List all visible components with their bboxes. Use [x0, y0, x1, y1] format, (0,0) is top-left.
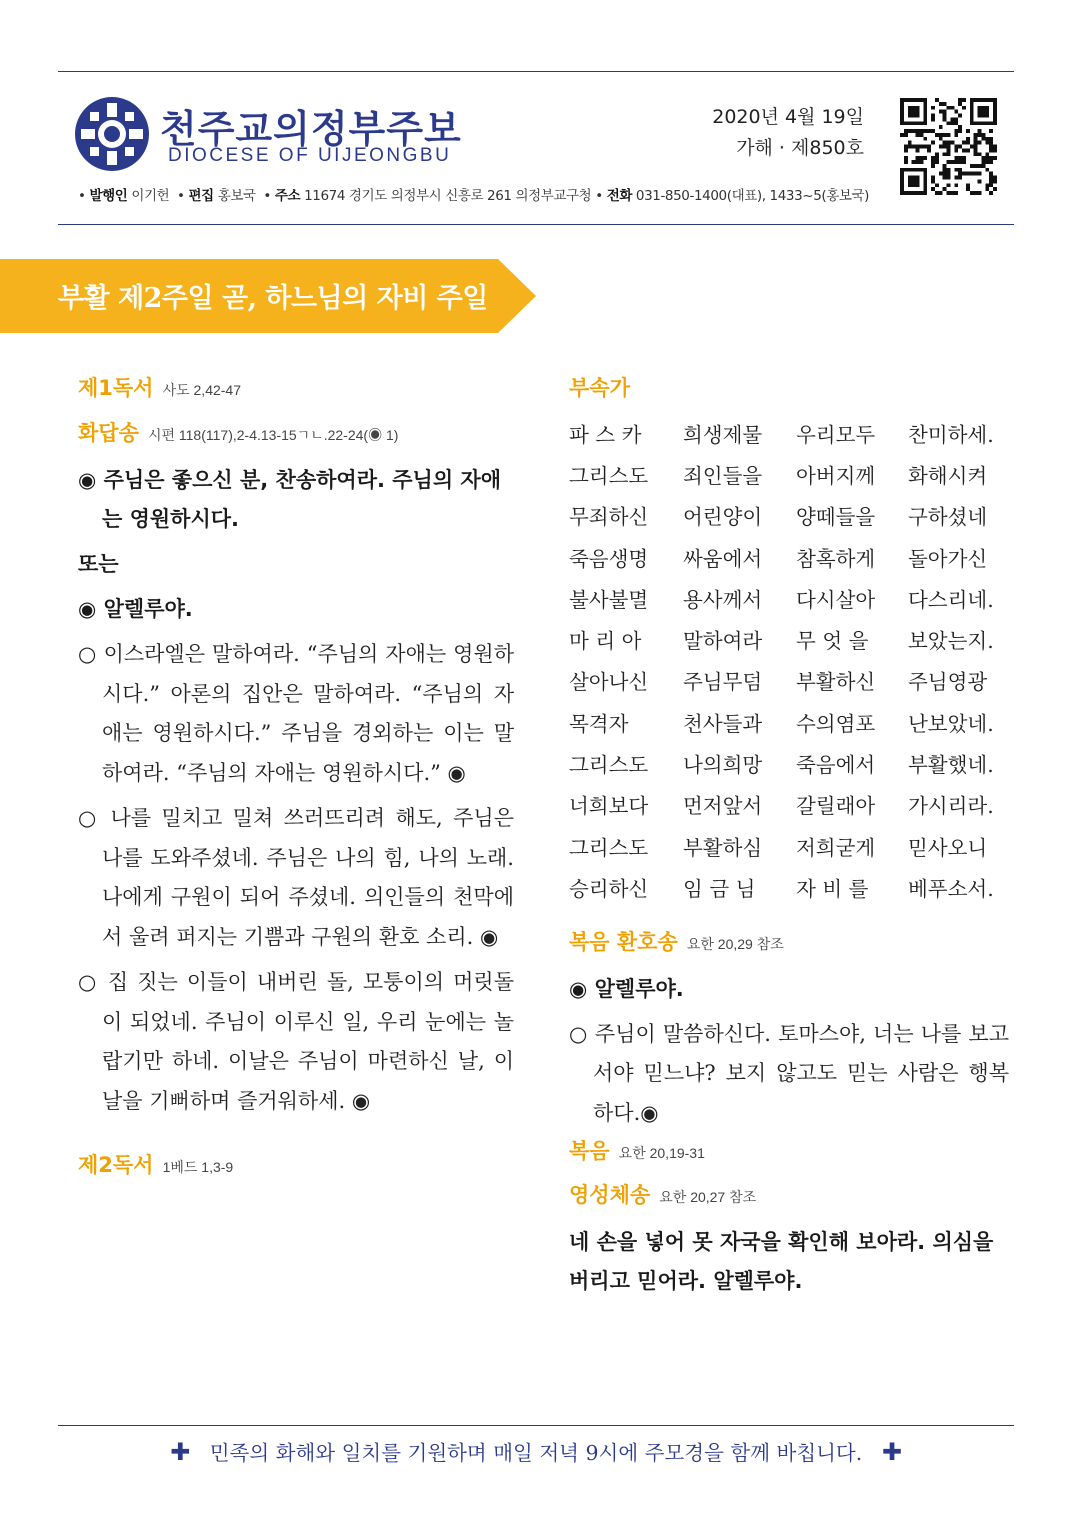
- psalm-verse: ○ 나를 밀치고 밀쳐 쓰러뜨리려 해도, 주님은 나를 도와주셨네. 주님은 나의 힘, 나의 노래. 나에게 구원이 되어 주셨네. 의인들의 천막에서 울려 퍼지는 기쁨과 구원의 환호 소리. ◉: [78, 806, 514, 949]
- sequence-phrase: 화해시켜: [908, 463, 988, 488]
- sequence-phrase: 말하여라: [683, 629, 763, 654]
- communion-ref: 요한 20,27 참조: [659, 1189, 757, 1206]
- sequence-phrase: 죽음생명: [569, 546, 649, 571]
- sequence-phrase: 그리스도: [569, 835, 649, 860]
- info-value: 이기헌: [131, 188, 170, 204]
- sequence-phrase: 보았는지.: [908, 629, 994, 654]
- sequence-phrase: 부활하신: [796, 670, 876, 695]
- sequence-line: [569, 825, 994, 866]
- sequence-phrase: 갈릴래아: [796, 794, 876, 819]
- sequence-line: [569, 453, 994, 494]
- sequence-phrase: 싸움에서: [683, 546, 763, 571]
- sequence-phrase: 양떼들을: [796, 505, 876, 530]
- reading1-title: 제1독서: [78, 376, 154, 400]
- diocese-logo-icon: [74, 96, 150, 172]
- issue-date: 2020년 4월 19일: [712, 106, 864, 128]
- communion-title: 영성체송: [569, 1183, 651, 1208]
- footer-text: 민족의 화해와 일치를 기원하며 매일 저녁 9시에 주모경을 함께 바칩니다.: [209, 1441, 863, 1465]
- sequence-line: [569, 618, 994, 659]
- reading2-ref: 1베드 1,3-9: [162, 1159, 234, 1175]
- qr-code-icon[interactable]: [900, 98, 997, 195]
- sequence-phrase: 살아나신: [569, 670, 649, 695]
- sequence-phrase: 무죄하신: [569, 505, 649, 530]
- cross-icon: ✚: [170, 1438, 191, 1466]
- sequence-phrase: 참혹하게: [796, 546, 876, 571]
- reading2-heading: [78, 1149, 514, 1179]
- info-value: 11674 경기도 의정부시 신흥로 261 의정부교구청: [304, 188, 592, 204]
- sequence-phrase: 죄인들을: [683, 463, 763, 488]
- top-rule: [58, 71, 1014, 72]
- gospel-ref: 요한 20,19-31: [618, 1145, 705, 1162]
- info-label: 발행인: [89, 188, 128, 204]
- sequence-phrase: 다스리네.: [908, 587, 994, 612]
- sequence-phrase: 구하셨네: [908, 505, 988, 530]
- sequence-phrase: 자 비 를: [796, 876, 869, 901]
- sequence-phrase: 다시살아: [796, 587, 876, 612]
- sequence-phrase: 희생제물: [683, 422, 763, 447]
- sequence-phrase: 천사들과: [683, 711, 763, 736]
- sequence-phrase: 수의염포: [796, 711, 876, 736]
- sequence-heading: [569, 372, 1009, 412]
- sequence-phrase: 그리스도: [569, 463, 649, 488]
- sequence-line: [569, 577, 994, 618]
- psalm-title: 화답송: [78, 421, 139, 445]
- cross-icon: ✚: [881, 1438, 902, 1466]
- sequence-phrase: 어린양이: [683, 505, 763, 530]
- communion-text: 네 손을 넣어 못 자국을 확인해 보아라. 의심을 버리고 믿어라. 알렐루야.: [569, 1230, 994, 1294]
- sequence-phrase: 부활했네.: [908, 753, 994, 778]
- acclamation-response: ◉ 알렐루야.: [569, 976, 684, 1001]
- sequence-line: [569, 536, 994, 577]
- brand-title-korean: 천주교의정부주보: [160, 107, 462, 151]
- sequence-phrase: 임 금 님: [683, 876, 756, 901]
- sequence-hymn: [569, 412, 994, 908]
- sequence-phrase: 승리하신: [569, 876, 649, 901]
- sequence-phrase: 아버지께: [796, 463, 876, 488]
- sequence-phrase: 믿사오니: [908, 835, 988, 860]
- sequence-phrase: 부활하심: [683, 835, 763, 860]
- sequence-phrase: 난보았네.: [908, 711, 994, 736]
- sequence-phrase: 저희굳게: [796, 835, 876, 860]
- sequence-phrase: 파 스 카: [569, 422, 642, 447]
- sequence-phrase: 죽음에서: [796, 753, 876, 778]
- sequence-line: [569, 495, 994, 536]
- sequence-line: [569, 784, 994, 825]
- sequence-phrase: 목격자: [569, 711, 629, 736]
- communion-heading: [569, 1179, 1009, 1223]
- reading2-title: 제2독서: [78, 1153, 154, 1177]
- sequence-line: [569, 866, 994, 907]
- info-value: 031-850-1400(대표), 1433~5(홍보국): [635, 188, 870, 204]
- gospel-title: 복음: [569, 1139, 610, 1164]
- sequence-line: [569, 742, 994, 783]
- left-column: [78, 372, 514, 1179]
- sequence-line: [569, 701, 994, 742]
- header-rule: [58, 224, 1014, 225]
- banner-title: 부활 제2주일 곧, 하느님의 자비 주일: [58, 283, 488, 314]
- sequence-phrase: 돌아가신: [908, 546, 988, 571]
- psalm-response-alt: ◉ 알렐루야.: [78, 597, 193, 621]
- issue-number: 가해 · 제850호: [736, 137, 864, 159]
- sequence-phrase: 주님무덤: [683, 670, 763, 695]
- sequence-phrase: 불사불멸: [569, 587, 649, 612]
- footer-rule: [58, 1425, 1014, 1426]
- acclamation-heading: [569, 926, 1009, 966]
- sequence-phrase: 가시리라.: [908, 794, 994, 819]
- sequence-phrase: 먼저앞서: [683, 794, 763, 819]
- psalm-response: ◉ 주님은 좋으신 분, 찬송하여라. 주님의 자애는 영원하시다.: [78, 468, 502, 531]
- reading1-heading: [78, 372, 514, 408]
- sequence-phrase: 용사께서: [683, 587, 763, 612]
- sequence-line: [569, 412, 994, 453]
- sequence-phrase: 찬미하세.: [908, 422, 994, 447]
- psalm-heading: [78, 408, 514, 461]
- psalm-verse: ○ 이스라엘은 말하여라. “주님의 자애는 영원하시다.” 아론의 집안은 말하여라. “주님의 자애는 영원하시다.” 주님을 경외하는 이는 말하여라. “주님의 자애는 영원하시다.” ◉: [78, 642, 514, 785]
- info-label: 주소: [274, 188, 301, 204]
- sequence-phrase: 무 엇 을: [796, 629, 869, 654]
- sequence-phrase: 주님영광: [908, 670, 988, 695]
- sequence-phrase: 마 리 아: [569, 629, 642, 654]
- psalm-ref: 시편 118(117),2-4.13-15ㄱㄴ.22-24(◉ 1): [147, 427, 399, 443]
- or-label: 또는: [78, 552, 119, 576]
- psalm-verse: ○ 집 짓는 이들이 내버린 돌, 모퉁이의 머릿돌이 되었네. 주님이 이루신 일, 우리 눈에는 놀랍기만 하네. 이날은 주님이 마련하신 날, 이날을 기뻐하며 즐거워하세. ◉: [78, 970, 514, 1113]
- sequence-phrase: 베푸소서.: [908, 876, 994, 901]
- info-label: 전화: [606, 188, 632, 204]
- sequence-phrase: 그리스도: [569, 753, 649, 778]
- acclamation-verse: ○ 주님이 말씀하신다. 토마스야, 너는 나를 보고서야 믿느냐? 보지 않고도 믿는 사람은 행복하다.◉: [569, 1021, 1009, 1125]
- sequence-title: 부속가: [569, 376, 630, 400]
- info-value: 홍보국: [217, 188, 256, 204]
- publisher-info: • 발행인 이기헌 • 편집 홍보국 • 주소 11674 경기도 의정부시 신흥로 261 의정부교구청 • 전화 031-850-1400(대표), 1433~5(홍보국): [78, 188, 870, 204]
- right-column: [569, 372, 1009, 1301]
- info-label: 편집: [188, 188, 214, 204]
- brand-title-english: DIOCESE OF UIJEONGBU: [168, 145, 452, 166]
- footer-prayer: [0, 1436, 1072, 1466]
- sequence-phrase: 우리모두: [796, 422, 876, 447]
- sequence-phrase: 나의희망: [683, 753, 763, 778]
- acclamation-title: 복음 환호송: [569, 929, 678, 954]
- gospel-heading: [569, 1135, 1009, 1179]
- acclamation-ref: 요한 20,29 참조: [686, 935, 784, 952]
- reading1-ref: 사도 2,42-47: [162, 382, 241, 398]
- sequence-line: [569, 660, 994, 701]
- sequence-phrase: 너희보다: [569, 794, 649, 819]
